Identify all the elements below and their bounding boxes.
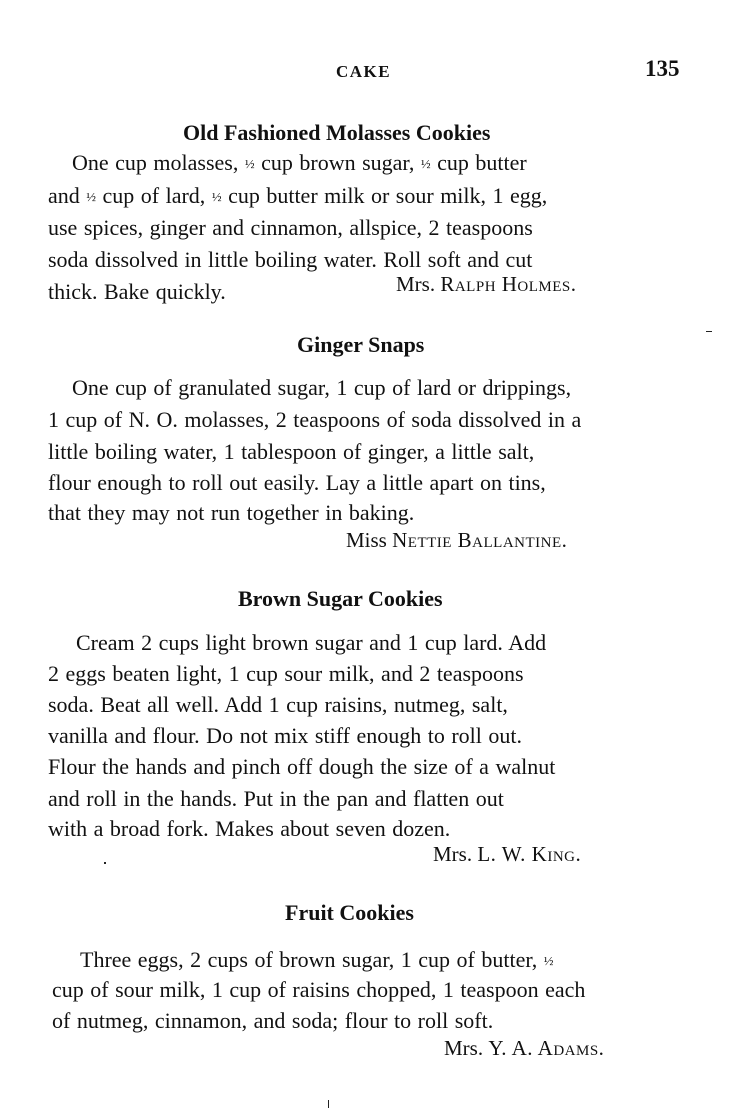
recipe-author: Miss Nettie Ballantine. xyxy=(346,528,568,552)
recipe-line: that they may not run together in baking. xyxy=(48,500,415,525)
running-head: CAKE xyxy=(336,62,392,81)
recipe-line: flour enough to roll out easily. Lay a little apart on tins, xyxy=(48,470,546,495)
scan-speck xyxy=(328,1100,329,1108)
recipe-line: 2 eggs beaten light, 1 cup sour milk, and 2 teaspoons xyxy=(48,661,524,686)
recipe-line: Three eggs, 2 cups of brown sugar, 1 cup of butter, ½ xyxy=(80,947,554,972)
recipe-line: One cup of granulated sugar, 1 cup of lard or drippings, xyxy=(72,375,572,400)
recipe-line: cup of sour milk, 1 cup of raisins chopped, 1 teaspoon each xyxy=(52,977,586,1002)
recipe-author: Mrs. Ralph Holmes. xyxy=(396,272,577,296)
recipe-author: Mrs. L. W. King. xyxy=(433,842,582,866)
recipe-line: of nutmeg, cinnamon, and soda; flour to roll soft. xyxy=(52,1008,494,1033)
recipe-line: with a broad fork. Makes about seven dozen. xyxy=(48,816,451,841)
recipe-line: One cup molasses, ½ cup brown sugar, ½ cup butter xyxy=(72,150,527,175)
recipe-title-brown-sugar-cookies: Brown Sugar Cookies xyxy=(238,586,443,611)
recipe-line: Flour the hands and pinch off dough the size of a walnut xyxy=(48,754,556,779)
scan-speck xyxy=(104,862,106,864)
recipe-title-molasses-cookies: Old Fashioned Molasses Cookies xyxy=(183,120,491,145)
recipe-author: Mrs. Y. A. Adams. xyxy=(444,1036,605,1060)
recipe-line: and ½ cup of lard, ½ cup butter milk or sour milk, 1 egg, xyxy=(48,183,548,208)
recipe-line: thick. Bake quickly. xyxy=(48,279,226,304)
page-number: 135 xyxy=(645,56,680,81)
recipe-line: soda dissolved in little boiling water. Roll soft and cut xyxy=(48,247,533,272)
recipe-line: and roll in the hands. Put in the pan and flatten out xyxy=(48,786,504,811)
recipe-line: little boiling water, 1 tablespoon of ginger, a little salt, xyxy=(48,439,535,464)
recipe-title-fruit-cookies: Fruit Cookies xyxy=(285,900,414,925)
recipe-line: vanilla and flour. Do not mix stiff enough to roll out. xyxy=(48,723,522,748)
recipe-title-ginger-snaps: Ginger Snaps xyxy=(297,332,425,357)
recipe-line: use spices, ginger and cinnamon, allspice, 2 teaspoons xyxy=(48,215,533,240)
recipe-line: 1 cup of N. O. molasses, 2 teaspoons of soda dissolved in a xyxy=(48,407,582,432)
recipe-line: Cream 2 cups light brown sugar and 1 cup lard. Add xyxy=(76,630,547,655)
scan-speck xyxy=(706,331,712,332)
recipe-line: soda. Beat all well. Add 1 cup raisins, nutmeg, salt, xyxy=(48,692,508,717)
